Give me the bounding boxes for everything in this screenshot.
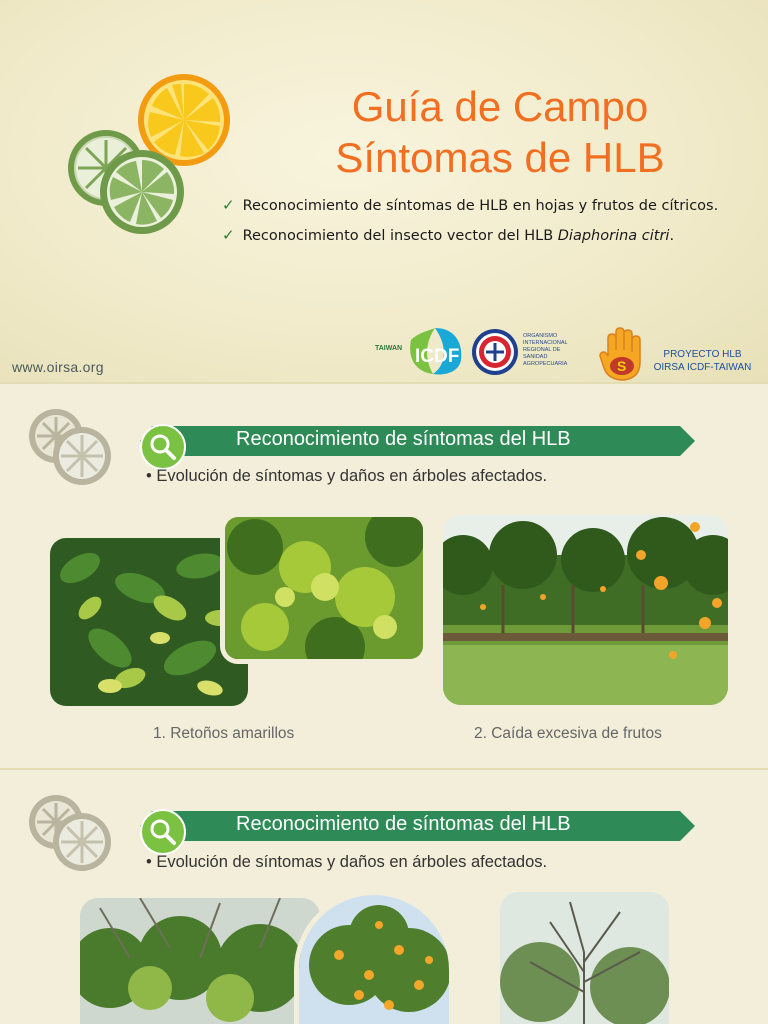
check-icon: ✓ [222,196,235,214]
lime-slices-icon [28,794,114,874]
project-line-1: PROYECTO HLB [663,349,742,360]
taiwan-label: TAIWAN [375,345,403,352]
magnifier-icon [140,424,186,470]
oirsa-line: ORGANISMO [523,333,558,339]
bullet-2-text: Reconocimiento del insecto vector del HLB [242,228,558,244]
symptoms-slide-1 [0,384,768,770]
section-subtitle: • Evolución de síntomas y daños en árboles afectados. [146,853,548,871]
project-label [645,348,760,374]
caption-1: 1. Retoños amarillos [153,725,295,742]
oirsa-line: SANIDAD [523,354,548,360]
citrus-slices-illustration [66,72,241,237]
photo-yellow-shoots-leaves [50,538,248,706]
section-banner [140,809,695,843]
section-banner [140,424,695,458]
check-icon: ✓ [222,226,235,244]
cover-title-line2: Síntomas de HLB [335,134,665,181]
photo-yellow-shoots-tree [220,512,428,664]
symptoms-slide-2 [0,770,768,1024]
cover-title-line1: Guía de Campo [351,83,649,130]
oirsa-line: REGIONAL DE [523,347,561,353]
oirsa-line: INTERNACIONAL [523,340,568,346]
section-banner-title: Reconocimiento de síntomas del HLB [236,428,571,450]
project-line-2: OIRSA ICDF-TAIWAN [653,362,752,373]
caption-2: 2. Caída excesiva de frutos [474,725,662,742]
photo-declining-tree [500,892,669,1024]
cover-slide [0,0,768,384]
lime-slice-icon-front [100,150,184,234]
lime-slices-icon [28,408,114,488]
bullet-1-text: Reconocimiento de síntomas de HLB en hojas y frutos de cítricos. [242,198,719,214]
photo-affected-tree-canopy [80,898,320,1024]
section-banner-title: Reconocimiento de síntomas del HLB [236,813,571,835]
website-link[interactable]: www.oirsa.org [12,359,104,375]
hand-logo-icon [598,326,646,382]
section-subtitle: • Evolución de síntomas y daños en árboles afectados. [146,467,548,485]
svg-text:S: S [617,358,627,374]
cover-bullet-1 [222,196,718,214]
photo-fruit-drop-grove [443,515,728,705]
bullet-2-species: Diaphorina citri [557,228,670,244]
oirsa-seal-icon [471,328,519,376]
magnifier-icon [140,809,186,855]
bullet-2-period: . [669,228,675,244]
icdf-logo-text: ICDF [415,346,460,367]
oirsa-name [523,333,583,368]
oirsa-line: AGROPECUARIA [523,361,568,367]
icdf-logo [405,326,463,376]
cover-bullet-2 [222,226,674,244]
